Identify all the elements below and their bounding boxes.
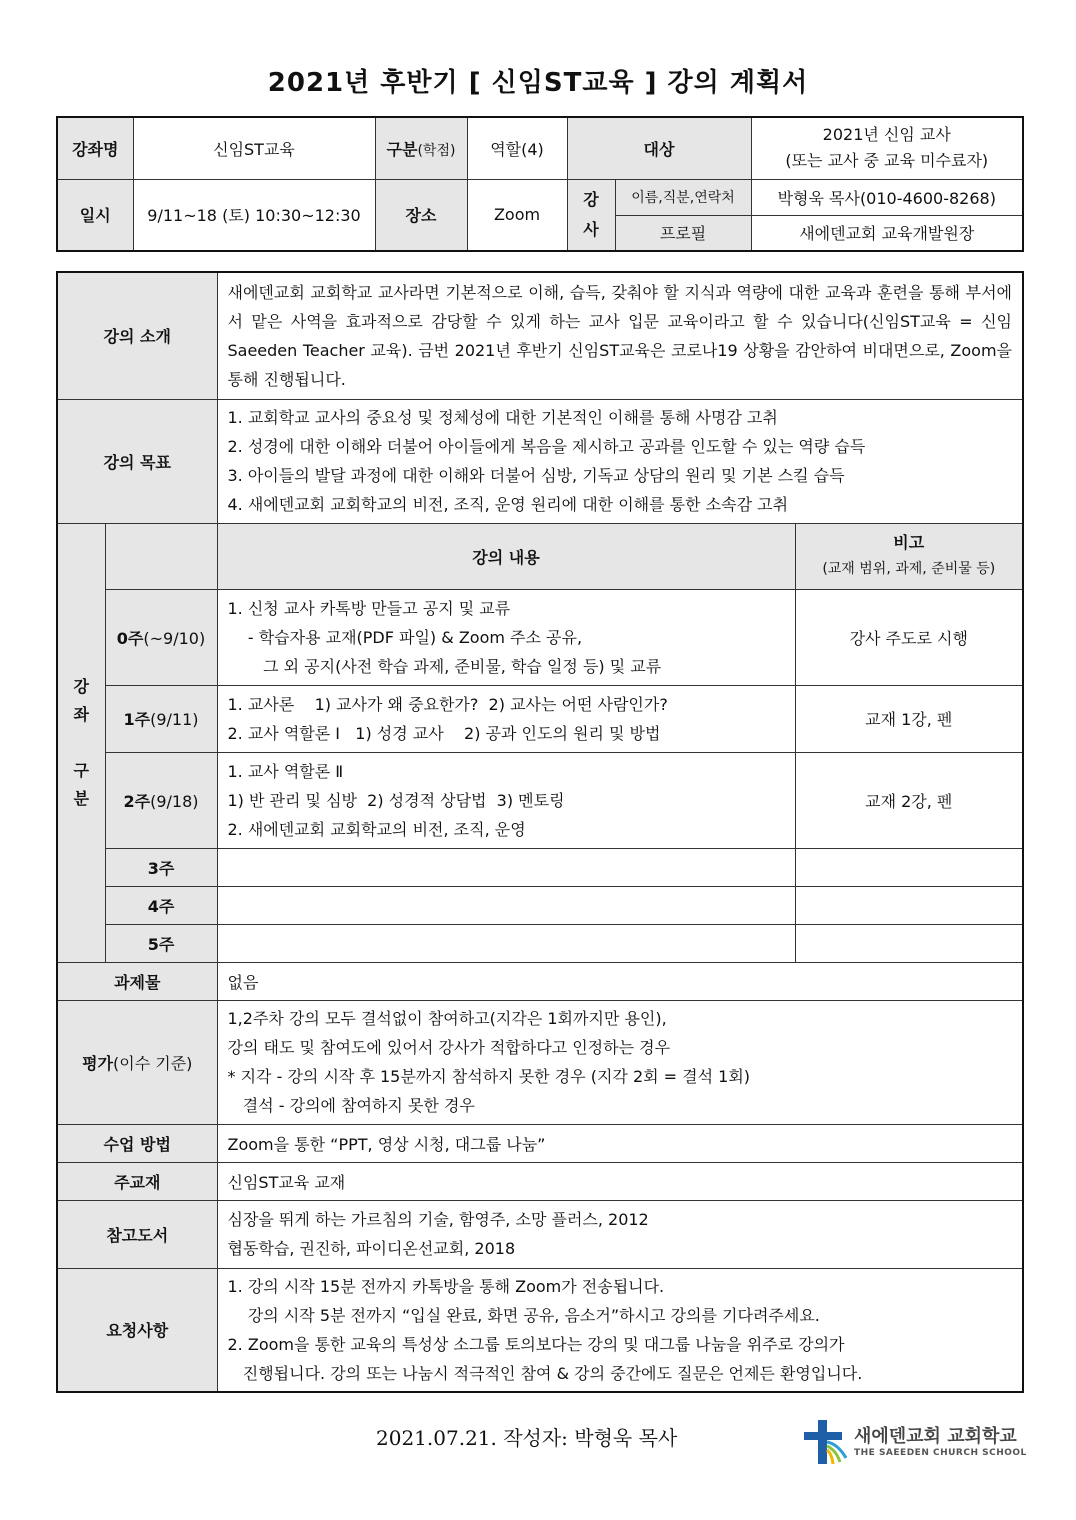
goal-item: 4. 새에덴교회 교회학교의 비전, 조직, 운영 원리에 대한 이해를 통한 소속감 고취 [227,495,789,514]
intro-text: 새에덴교회 교회학교 교사라면 기본적으로 이해, 습득, 갖춰야 할 지식과 역량에 대한 교육과 훈련을 통해 부서에서 맡은 사역을 효과적으로 감당할 수 있게 하는 교사 입문 교육이라고 할 수 있습니다(신임ST교육 = 신임 Saeeden Teacher 교육). 금번 2021년 후반기 신임ST교육은 코로나19 상황을 감안하여 비대면으로, Zoom을 통해 진행됩니다. [217,272,1023,399]
week-label: 4주 [105,886,217,924]
lecturer-name-label: 이름,직분,연락처 [615,179,751,215]
goals-label: 강의 목표 [57,399,217,523]
page-title: 2021년 후반기 [ 신임ST교육 ] 강의 계획서 [267,68,809,98]
logo-subtitle: THE SAEEDEN CHURCH SCHOOL [854,1448,1027,1458]
week-content [217,924,795,962]
lecturer-label: 강 사 [567,179,615,251]
references-list [217,1200,1023,1268]
method-value: Zoom을 통한 “PPT, 영상 시청, 대그룹 나눔” [217,1124,1023,1162]
assignment-value: 없음 [217,962,1023,1000]
evaluation-text: 1,2주차 강의 모두 결석없이 참여하고(지각은 1회까지만 용인), 강의 태도 및 참여도에 있어서 강사가 적합하다고 인정하는 경우 * 지각 - 강의 시작 후 15분까지 참석하지 못한 경우 (지각 2회 = 결석 1회) 결석 - 강의에 참여하지 못한 경우 [217,1000,1023,1124]
category-value: 역할(4) [467,117,567,179]
goal-item: 2. 성경에 대한 이해와 더불어 아이들에게 복음을 제시하고 공과를 인도할 수 있는 역량 습득 [227,437,866,456]
week-row [57,752,1023,848]
cross-logo-icon [800,1418,850,1466]
lecturer-name-value: 박형욱 목사(010-4600-8268) [751,179,1023,215]
course-info-table [56,116,1024,252]
week-note: 교재 2강, 펜 [795,752,1023,848]
evaluation-label: 평가(이수 기준) [57,1000,217,1124]
note-header: 비고 (교재 범위, 과제, 준비물 등) [795,523,1023,589]
week-note: 교재 1강, 펜 [795,685,1023,752]
requests-text: 1. 강의 시작 15분 전까지 카톡방을 통해 Zoom가 전송됩니다. 강의 시작 5분 전까지 “입실 완료, 화면 공유, 음소거”하시고 강의를 기다려주세요. 2. Zoom을 통한 교육의 특성상 소그룹 토의보다는 강의 및 대그룹 나눔을 위주로 강의가 진행됩니다. 강의 또는 나눔시 적극적인 참여 & 강의 중간에도 질문은 언제든 환영입니다. [217,1268,1023,1392]
lecturer-profile-value: 새에덴교회 교육개발원장 [751,215,1023,251]
church-school-logo [800,1418,1030,1468]
week-row [57,886,1023,924]
week-note [795,848,1023,886]
week-header-cell [105,523,217,589]
references-label: 참고도서 [57,1200,217,1268]
week-row [57,848,1023,886]
reference-item: 심장을 뛰게 하는 가르침의 기술, 함영주, 소망 플러스, 2012 [227,1210,649,1229]
goal-item: 3. 아이들의 발달 과정에 대한 이해와 더불어 심방, 기독교 상담의 원리 및 기본 스킬 습득 [227,466,845,485]
week-label: 5주 [105,924,217,962]
textbook-value: 신임ST교육 교재 [217,1162,1023,1200]
week-row [57,924,1023,962]
goal-item: 1. 교회학교 교사의 중요성 및 정체성에 대한 기본적인 이해를 통해 사명감 고취 [227,408,778,427]
place-label: 장소 [375,179,467,251]
reference-item: 협동학습, 권진하, 파이디온선교회, 2018 [227,1239,516,1258]
date-label: 일시 [57,179,133,251]
course-name-label: 강좌명 [57,117,133,179]
lecture-plan-table [56,271,1024,1393]
week-label: 1주(9/11) [105,685,217,752]
date-value: 9/11~18 (토) 10:30~12:30 [133,179,375,251]
place-value: Zoom [467,179,567,251]
week-note [795,886,1023,924]
category-label: 구분(학점) [375,117,467,179]
content-header: 강의 내용 [217,523,795,589]
requests-label: 요청사항 [57,1268,217,1392]
course-name-value: 신임ST교육 [133,117,375,179]
week-content: 1. 교사론 1) 교사가 왜 중요한가? 2) 교사는 어떤 사람인가? 2. 교사 역할론 Ⅰ 1) 성경 교사 2) 공과 인도의 원리 및 방법 [217,685,795,752]
goals-list [217,399,1023,523]
week-note: 강사 주도로 시행 [795,589,1023,685]
target-value: 2021년 신임 교사 (또는 교사 중 교육 미수료자) [751,117,1023,179]
author-line: 2021.07.21. 작성자: 박형욱 목사 [376,1426,678,1450]
textbook-label: 주교재 [57,1162,217,1200]
target-label: 대상 [567,117,751,179]
logo-name: 새에덴교회 교회학교 [854,1426,1017,1447]
assignment-label: 과제물 [57,962,217,1000]
week-content [217,886,795,924]
week-content: 1. 신청 교사 카톡방 만들고 공지 및 교류 - 학습자용 교재(PDF 파일) & Zoom 주소 공유, 그 외 공지(사전 학습 과제, 준비물, 학습 일정 등) 및 교류 [217,589,795,685]
week-content: 1. 교사 역할론 Ⅱ 1) 반 관리 및 심방 2) 성경적 상담법 3) 멘토링 2. 새에덴교회 교회학교의 비전, 조직, 운영 [217,752,795,848]
week-label: 0주(~9/10) [105,589,217,685]
week-label: 3주 [105,848,217,886]
schedule-side-label: 강 좌 구 분 [57,523,105,962]
method-label: 수업 방법 [57,1124,217,1162]
week-row [57,685,1023,752]
intro-label: 강의 소개 [57,272,217,399]
week-content [217,848,795,886]
week-label: 2주(9/18) [105,752,217,848]
week-note [795,924,1023,962]
lecturer-profile-label: 프로필 [615,215,751,251]
week-row [57,589,1023,685]
